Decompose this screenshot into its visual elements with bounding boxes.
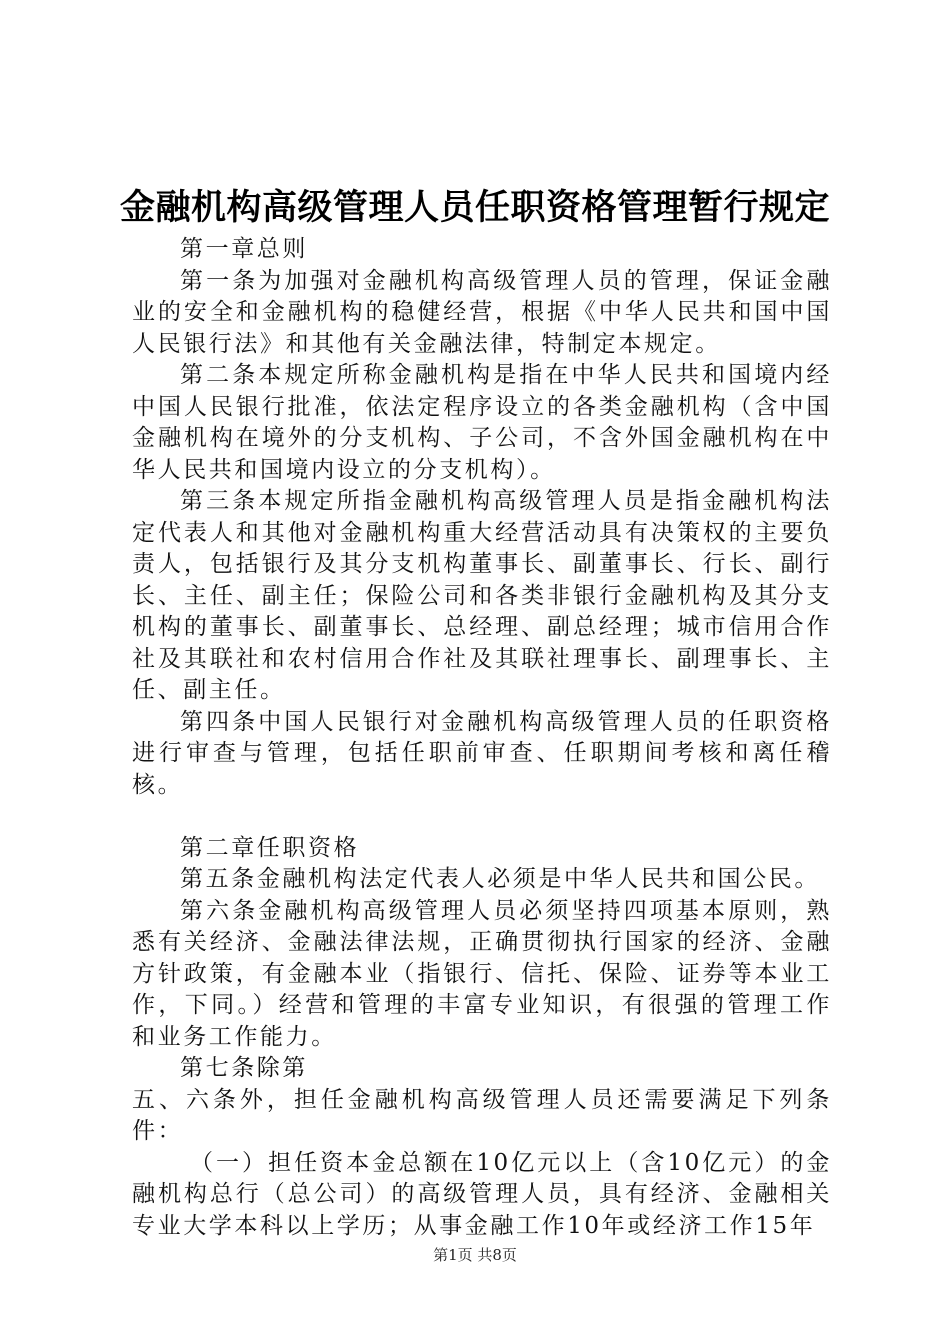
article-paragraph: 第二条本规定所称金融机构是指在中华人民共和国境内经中国人民银行批准，依法定程序设立的各类金融机构（含中国金融机构在境外的分支机构、子公司，不含外国金融机构在中华人民共和国境内设立的分支机构）。 bbox=[132, 362, 832, 483]
article-paragraph: 第七条除第 bbox=[180, 1055, 308, 1081]
article-paragraph: 第一条为加强对金融机构高级管理人员的管理，保证金融业的安全和金融机构的稳健经营，根据《中华人民共和国中国人民银行法》和其他有关金融法律，特制定本规定。 bbox=[132, 267, 832, 357]
article-item: （一）担任资本金总额在10亿元以上（含10亿元）的金融机构总行（总公司）的高级管理人员，具有经济、金融相关专业大学本科以上学历；从事金融工作10年或经济工作15年 bbox=[132, 1149, 832, 1239]
blank-line bbox=[132, 801, 832, 833]
document-title: 金融机构高级管理人员任职资格管理暂行规定 bbox=[119, 188, 830, 228]
page-number-footer: 第1页 共8页 bbox=[433, 1246, 517, 1264]
article-continuation: 五、六条外，担任金融机构高级管理人员还需要满足下列条件： bbox=[132, 1086, 832, 1144]
document-body bbox=[132, 234, 832, 1242]
chapter-heading: 第一章总则 bbox=[180, 236, 308, 262]
article-paragraph: 第六条金融机构高级管理人员必须坚持四项基本原则，熟悉有关经济、金融法律法规，正确贯彻执行国家的经济、金融方针政策，有金融本业（指银行、信托、保险、证券等本业工作，下同。）经营和管理的丰富专业知识，有很强的管理工作和业务工作能力。 bbox=[132, 897, 832, 1050]
chapter-heading: 第二章任职资格 bbox=[180, 834, 360, 861]
article-paragraph: 第三条本规定所指金融机构高级管理人员是指金融机构法定代表人和其他对金融机构重大经营活动具有决策权的主要负责人，包括银行及其分支机构董事长、副董事长、行长、副行长、主任、副主任；保险公司和各类非银行金融机构及其分支机构的董事长、副董事长、总经理、副总经理；城市信用合作社及其联社和农村信用合作社及其联社理事长、副理事长、主任、副主任。 bbox=[132, 488, 832, 703]
article-paragraph: 第五条金融机构法定代表人必须是中华人民共和国公民。 bbox=[180, 866, 820, 892]
article-paragraph: 第四条中国人民银行对金融机构高级管理人员的任职资格进行审查与管理，包括任职前审查、任职期间考核和离任稽核。 bbox=[132, 708, 832, 798]
